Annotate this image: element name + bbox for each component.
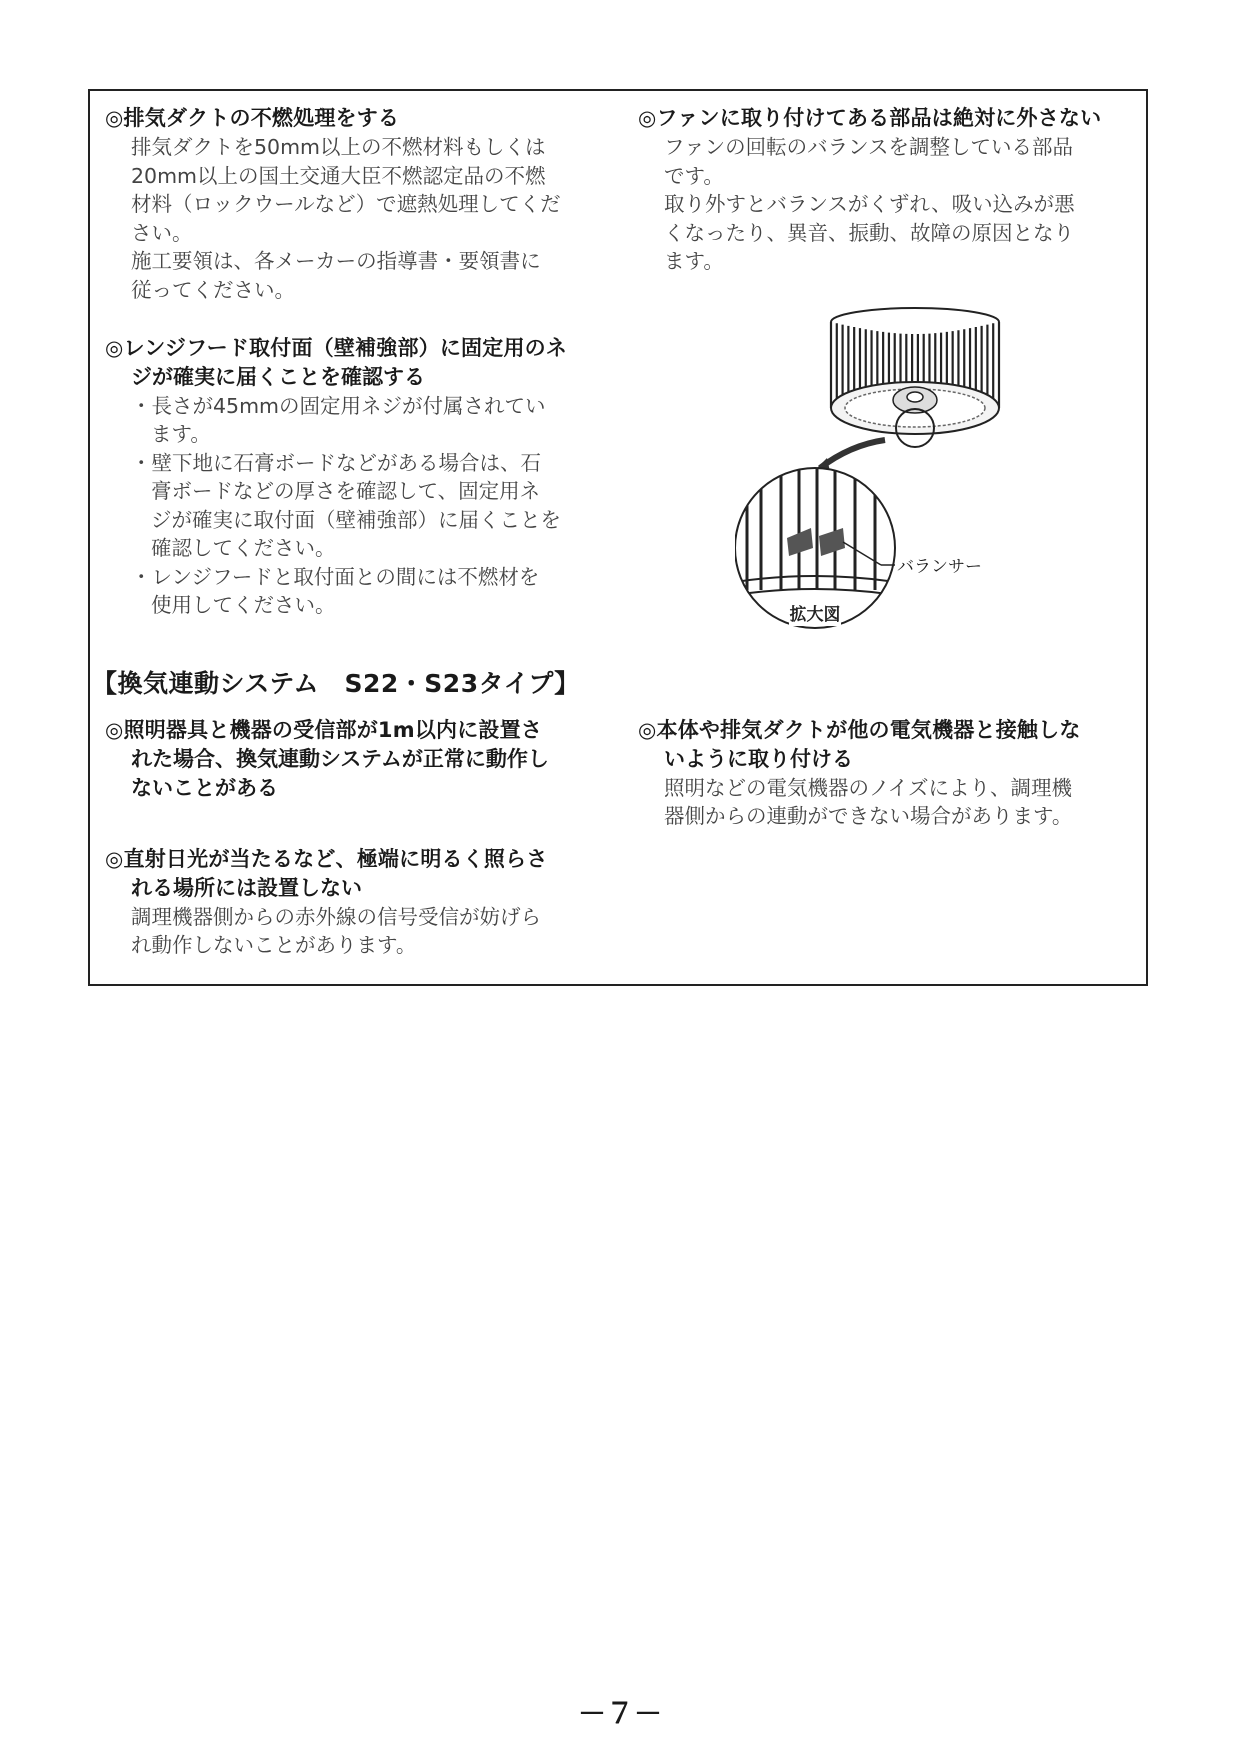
balancer-callout-label: バランサー — [897, 557, 982, 577]
bullet-line: ・レンジフードと取付面との間には不燃材を — [131, 564, 540, 589]
item-line: 従ってください。 — [131, 277, 295, 302]
item-line: さい。 — [131, 220, 193, 245]
item-heading-cont: ジが確実に届くことを確認する — [131, 365, 425, 389]
enlarged-view — [735, 468, 982, 628]
item-line: くなったり、異音、振動、故障の原因となり — [664, 220, 1074, 245]
zoom-label: 拡大図 — [789, 605, 841, 625]
item-heading: ◎ファンに取り付けてある部品は絶対に外さない — [638, 106, 1102, 130]
item-line: 調理機器側からの赤外線の信号受信が妨げら — [131, 904, 541, 929]
item-line: 照明などの電気機器のノイズにより、調理機 — [664, 775, 1072, 800]
item-screw-check — [105, 334, 605, 620]
item-receiver-distance — [105, 716, 605, 802]
bullet-line: ジが確実に取付面（壁補強部）に届くことを — [151, 507, 561, 532]
item-line: ファンの回転のバランスを調整している部品 — [664, 135, 1073, 159]
fan-drum-illustration — [831, 308, 999, 447]
item-heading: ◎照明器具と機器の受信部が1m以内に設置さ — [105, 718, 543, 742]
item-line: 施工要領は、各メーカーの指導書・要領書に — [131, 249, 541, 273]
item-line: ます。 — [664, 249, 724, 273]
item-line: 材料（ロックウールなど）で遮熱処理してくだ — [131, 192, 561, 216]
fan-balancer-figure — [735, 300, 1035, 640]
bullet-line: 使用してください。 — [151, 593, 336, 617]
item-heading: ◎本体や排気ダクトが他の電気機器と接触しな — [638, 718, 1081, 742]
item-electric-contact — [638, 716, 1138, 831]
item-heading-cont: いように取り付ける — [664, 747, 853, 771]
item-line: 排気ダクトを50mm以上の不燃材料もしくは — [131, 135, 546, 159]
item-heading: ◎直射日光が当たるなど、極端に明るく照らさ — [105, 847, 548, 871]
item-line: 20mm以上の国土交通大臣不燃認定品の不燃 — [131, 163, 546, 188]
bullet-line: ・長さが45mmの固定用ネジが付属されてい — [131, 393, 546, 418]
bullet-line: 膏ボードなどの厚さを確認して、固定用ネ — [151, 479, 541, 503]
item-line: です。 — [664, 163, 724, 188]
item-line: れ動作しないことがあります。 — [131, 933, 417, 957]
item-sunlight — [105, 845, 605, 960]
item-heading-cont: ないことがある — [131, 775, 278, 800]
page-number: －７－ — [577, 1697, 662, 1730]
item-heading-cont: れた場合、換気連動システムが正常に動作し — [131, 747, 549, 771]
bullet-line: 確認してください。 — [151, 536, 336, 560]
item-line: 取り外すとバランスがくずれ、吸い込みが悪 — [664, 192, 1075, 216]
bullet-line: ・壁下地に石膏ボードなどがある場合は、石 — [131, 450, 541, 475]
bullet-line: ます。 — [151, 422, 211, 446]
zoom-arrow — [820, 440, 885, 468]
item-duct-fireproof — [105, 104, 605, 304]
section-title: 【換気連動システム S22・S23タイプ】 — [92, 669, 580, 698]
item-heading: ◎排気ダクトの不燃処理をする — [105, 106, 400, 130]
item-heading-cont: れる場所には設置しない — [131, 876, 362, 900]
item-fan-parts — [638, 104, 1138, 276]
item-line: 器側からの連動ができない場合があります。 — [664, 804, 1073, 828]
item-heading: ◎レンジフード取付面（壁補強部）に固定用のネ — [105, 336, 568, 360]
